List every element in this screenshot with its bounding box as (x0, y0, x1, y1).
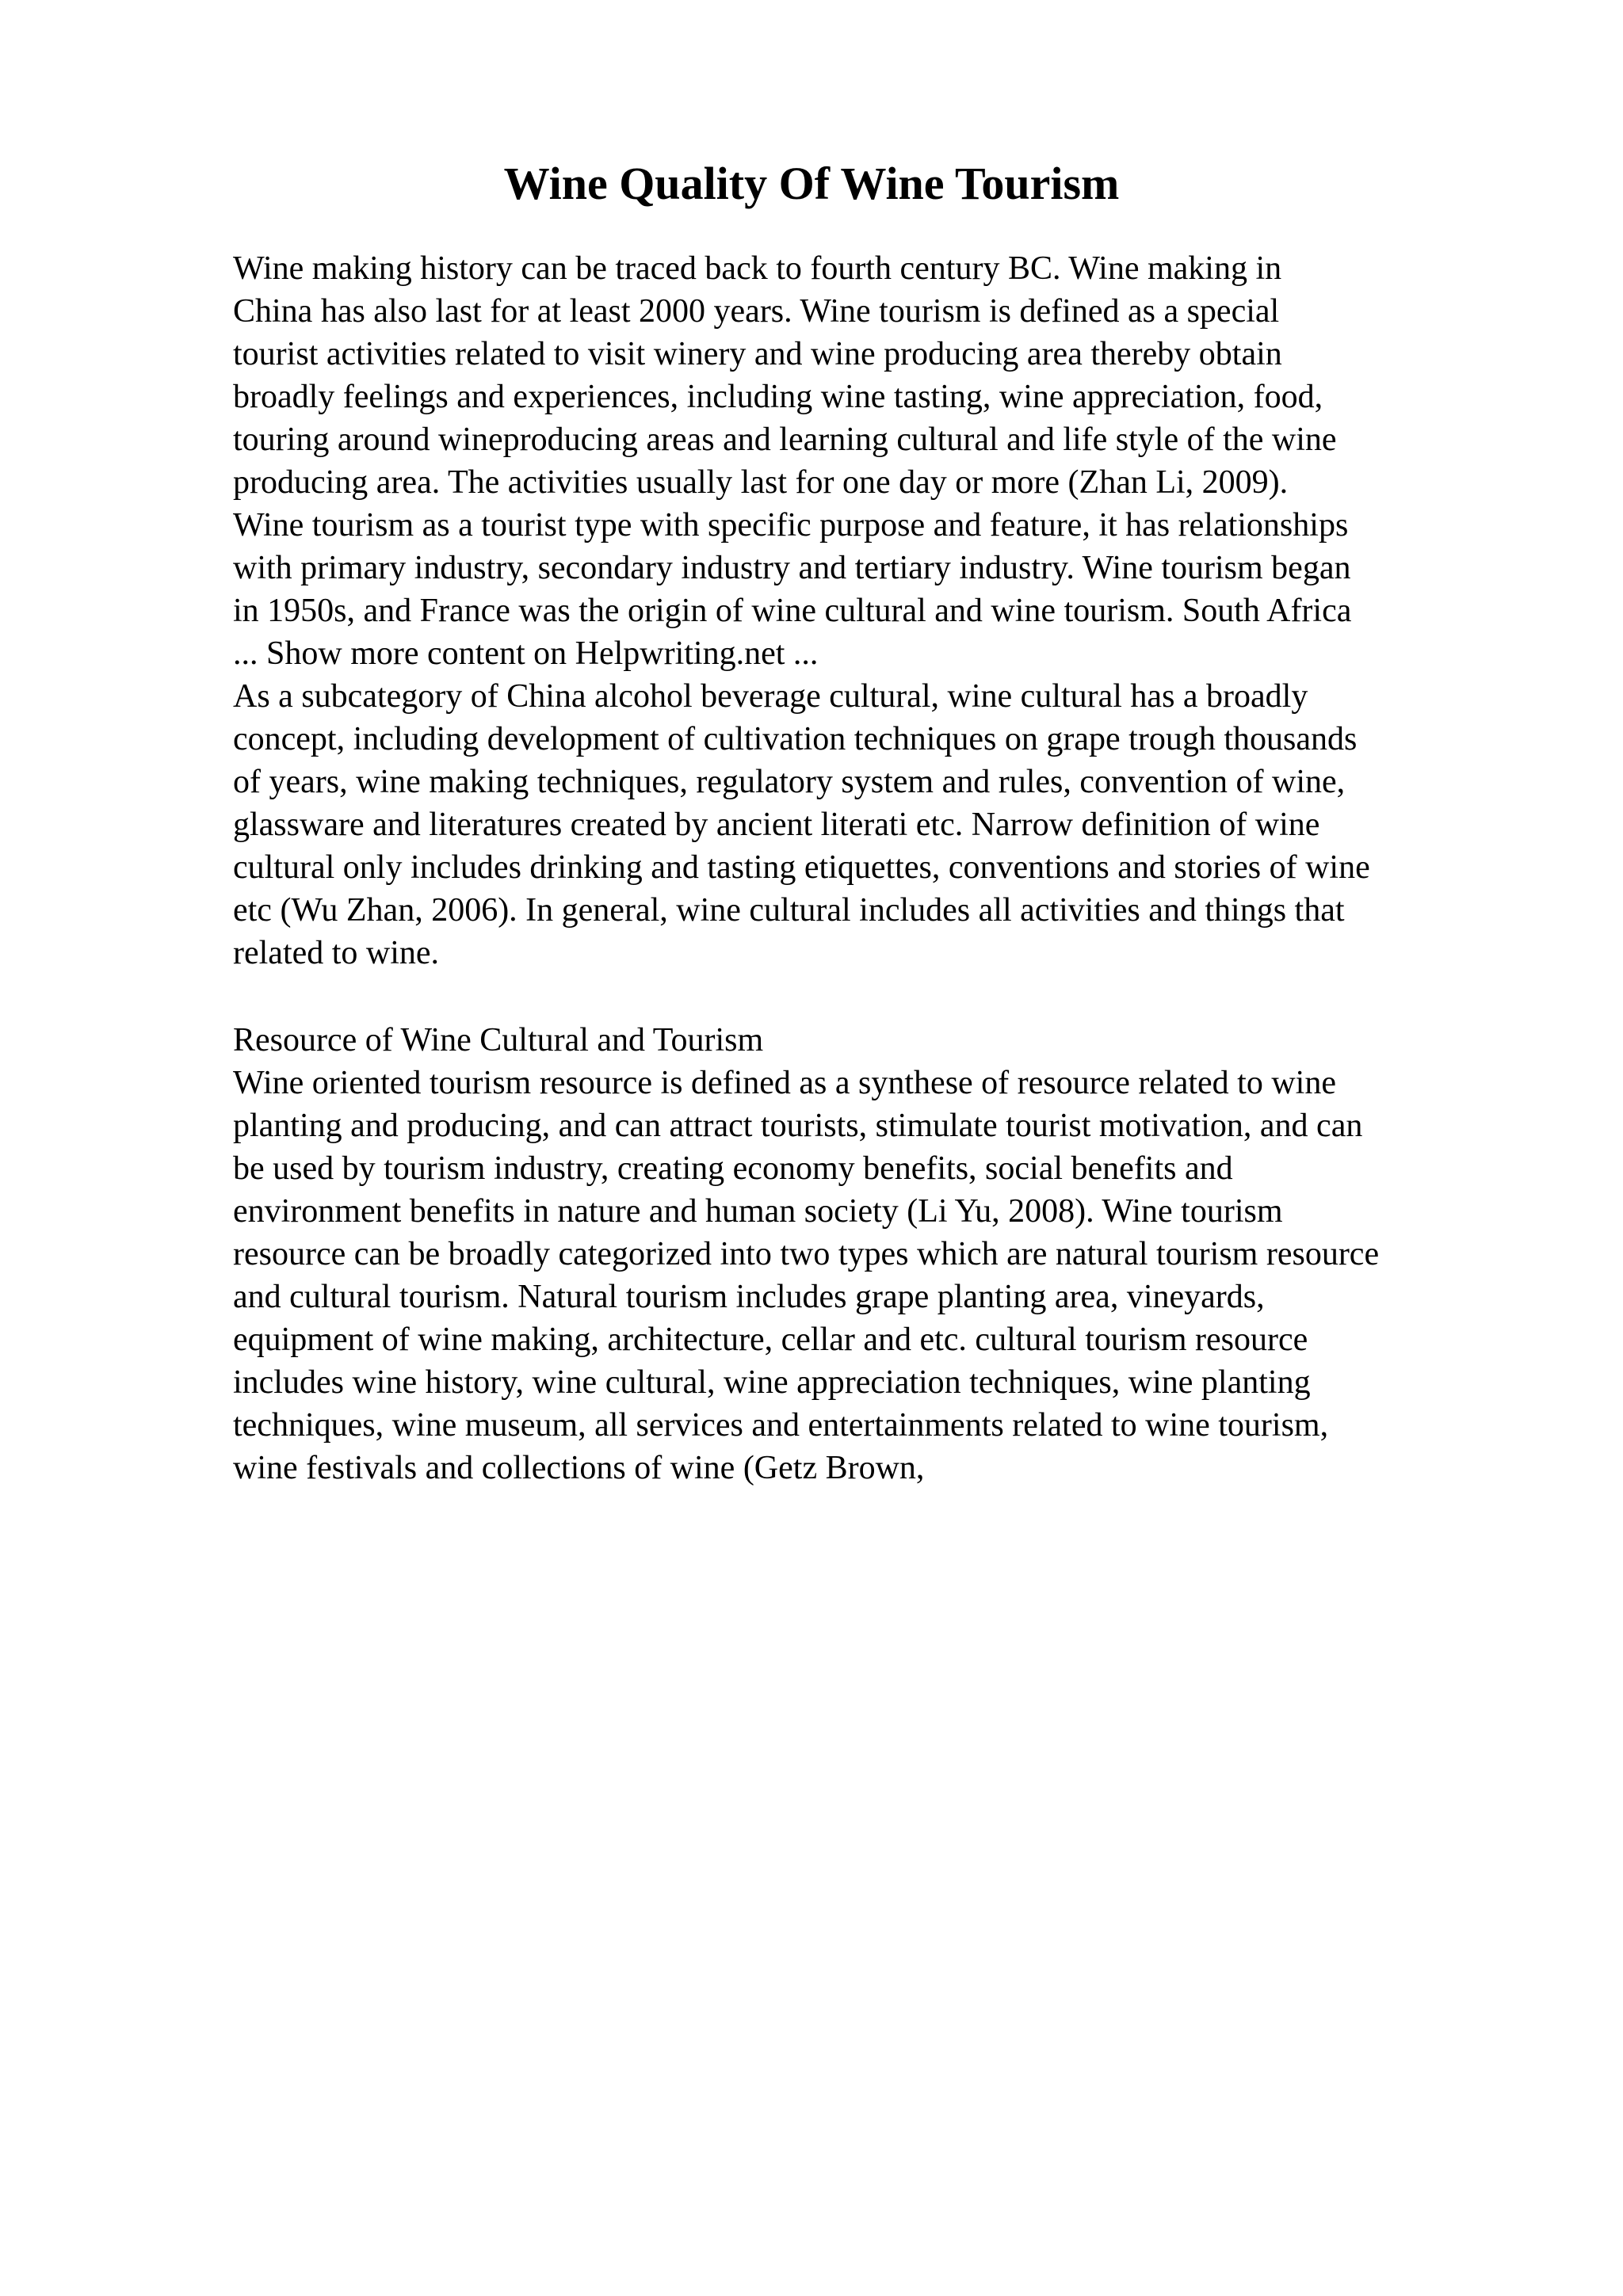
body-text-block-1 (233, 247, 1533, 974)
text-line: environment benefits in nature and human society (Li Yu, 2008). Wine tourism (233, 1193, 1283, 1230)
body-text-block-2 (233, 1019, 1533, 1489)
text-line: touring around wineproducing areas and learning cultural and life style of the wine (233, 421, 1337, 458)
text-line: concept, including development of cultivation techniques on grape trough thousands (233, 721, 1358, 757)
text-line: of years, wine making techniques, regulatory system and rules, convention of wine, (233, 764, 1346, 800)
text-line: As a subcategory of China alcohol beverage cultural, wine cultural has a broadly (233, 678, 1308, 715)
text-line: Wine tourism as a tourist type with specific purpose and feature, it has relationships (233, 507, 1349, 543)
text-line: China has also last for at least 2000 years. Wine tourism is defined as a special (233, 293, 1280, 330)
text-line: and cultural tourism. Natural tourism includes grape planting area, vineyards, (233, 1279, 1265, 1315)
text-line: tourist activities related to visit winery and wine producing area thereby obtain (233, 336, 1282, 372)
text-line: with primary industry, secondary industry and tertiary industry. Wine tourism began (233, 550, 1351, 586)
section-heading: Resource of Wine Cultural and Tourism (233, 1022, 764, 1058)
text-line: techniques, wine museum, all services and entertainments related to wine tourism, (233, 1407, 1329, 1444)
text-line: etc (Wu Zhan, 2006). In general, wine cultural includes all activities and things that (233, 892, 1345, 929)
text-line: equipment of wine making, architecture, cellar and etc. cultural tourism resource (233, 1322, 1308, 1358)
text-line: resource can be broadly categorized into two types which are natural tourism resource (233, 1236, 1380, 1272)
text-line: be used by tourism industry, creating economy benefits, social benefits and (233, 1150, 1233, 1187)
text-line: broadly feelings and experiences, including wine tasting, wine appreciation, food, (233, 379, 1323, 415)
text-line: Wine making history can be traced back to fourth century BC. Wine making in (233, 250, 1282, 287)
text-line: related to wine. (233, 935, 440, 971)
text-line: glassware and literatures created by ancient literati etc. Narrow definition of wine (233, 807, 1320, 843)
text-line: producing area. The activities usually last for one day or more (Zhan Li, 2009). (233, 464, 1289, 501)
text-line: wine festivals and collections of wine (Getz Brown, (233, 1450, 925, 1486)
text-line: Wine oriented tourism resource is defined as a synthese of resource related to wine (233, 1065, 1336, 1101)
document-title: Wine Quality Of Wine Tourism (503, 158, 1120, 209)
show-more-link[interactable]: ... Show more content on Helpwriting.net ... (233, 635, 819, 672)
text-line: planting and producing, and can attract tourists, stimulate tourist motivation, and can (233, 1108, 1363, 1144)
text-line: cultural only includes drinking and tasting etiquettes, conventions and stories of wine (233, 849, 1370, 886)
text-line: in 1950s, and France was the origin of wine cultural and wine tourism. South Africa (233, 593, 1352, 629)
text-line: includes wine history, wine cultural, wine appreciation techniques, wine planting (233, 1364, 1311, 1401)
